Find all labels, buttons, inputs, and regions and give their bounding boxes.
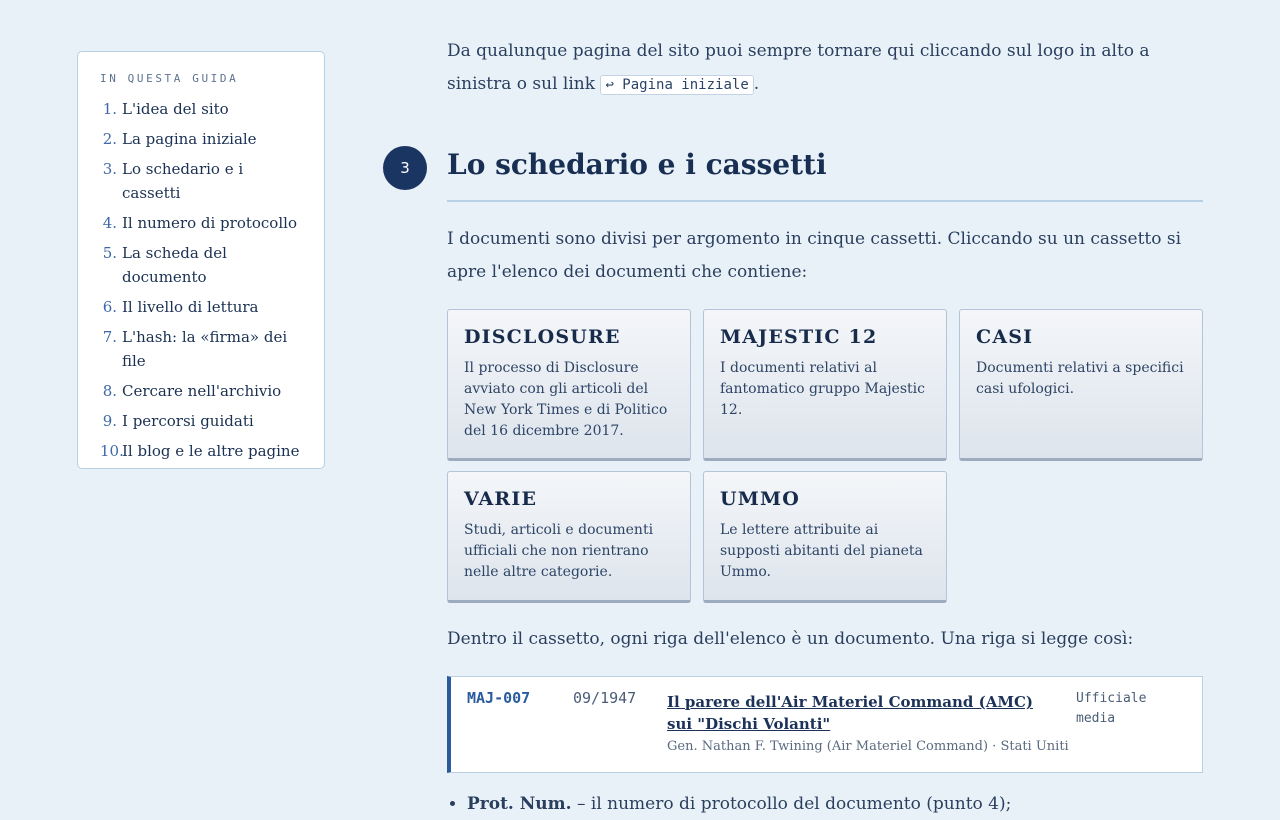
row-tag-line: Ufficiale [1076, 691, 1147, 706]
drawer-description: Il processo di Disclosure avviato con gli articoli del New York Times e di Politico del 16 dicembre 2017. [464, 360, 668, 439]
section-description: I documenti sono divisi per argomento in cinque cassetti. Cliccando su un cassetto si apre l'elenco dei documenti che contiene: [447, 229, 1182, 282]
bullet-term: Prot. Num. [467, 794, 572, 814]
drawer-disclosure[interactable] [447, 309, 691, 461]
toc-item-number: 5. [102, 244, 117, 262]
toc-item-4[interactable] [100, 211, 306, 235]
drawer-description: Le lettere attribuite ai supposti abitanti del pianeta Ummo. [720, 522, 923, 580]
toc-item-label: Lo schedario e i cassetti [122, 160, 244, 202]
drawer-description: I documenti relativi al fantomatico gruppo Majestic 12. [720, 360, 925, 418]
toc-item-label: L'idea del sito [122, 100, 229, 118]
toc-item-label: Il blog e le altre pagine [122, 442, 300, 460]
toc-item-number: 10. [100, 442, 124, 460]
drawer-description: Documenti relativi a specifici casi ufologici. [976, 360, 1184, 397]
toc-item-10[interactable] [100, 439, 306, 463]
toc-item-number: 1. [102, 100, 117, 118]
drawer-title: UMMO [720, 488, 800, 510]
table-of-contents [77, 51, 325, 469]
toc-item-label: Cercare nell'archivio [122, 382, 282, 400]
step-number-badge: 3 [383, 146, 427, 190]
intro-paragraph [447, 35, 1203, 102]
toc-list [100, 97, 306, 463]
toc-item-number: 3. [102, 160, 117, 178]
toc-item-label: La pagina iniziale [122, 130, 257, 148]
toc-item-2[interactable] [100, 127, 306, 151]
toc-item-3[interactable] [100, 157, 306, 205]
toc-item-6[interactable] [100, 295, 306, 319]
toc-item-number: 8. [102, 382, 117, 400]
toc-item-label: La scheda del documento [122, 244, 227, 286]
list-item [467, 792, 1011, 816]
drawer-casi[interactable] [959, 309, 1203, 461]
row-level-tag [1076, 689, 1176, 729]
drawer-title: DISCLOSURE [464, 326, 621, 348]
toc-heading: IN QUESTA GUIDA [100, 72, 239, 85]
toc-item-number: 6. [102, 298, 117, 316]
toc-item-label: L'hash: la «firma» dei file [122, 328, 288, 370]
drawer-title: CASI [976, 326, 1034, 348]
drawer-description: Studi, articoli e documenti ufficiali che non rientrano nelle altre categorie. [464, 522, 654, 580]
bullet-text: – il numero di protocollo del documento (punto 4); [571, 794, 1012, 814]
example-document-row [447, 676, 1203, 773]
row-tag-line: media [1076, 711, 1116, 726]
toc-item-1[interactable] [100, 97, 306, 121]
drawer-varie[interactable] [447, 471, 691, 603]
row-explanation-text: Dentro il cassetto, ogni riga dell'elenco è un documento. Una riga si legge così: [447, 629, 1134, 649]
drawer-title: VARIE [464, 488, 538, 510]
toc-item-label: Il livello di lettura [122, 298, 259, 316]
drawer-majestic-12[interactable] [703, 309, 947, 461]
intro-text: Da qualunque pagina del sito puoi sempre tornare qui cliccando sul logo in alto a sinistra o sul link [447, 41, 1150, 94]
toc-item-7[interactable] [100, 325, 306, 373]
toc-item-8[interactable] [100, 379, 306, 403]
toc-item-5[interactable] [100, 241, 306, 289]
home-link-code: ↩ Pagina iniziale [600, 75, 753, 95]
toc-item-number: 7. [102, 328, 117, 346]
toc-item-number: 2. [102, 130, 117, 148]
drawer-ummo[interactable] [703, 471, 947, 603]
toc-item-9[interactable] [100, 409, 306, 433]
toc-item-number: 9. [102, 412, 117, 430]
row-author-meta: Gen. Nathan F. Twining (Air Materiel Command) · Stati Uniti [667, 739, 1069, 754]
toc-item-number: 4. [102, 214, 117, 232]
drawer-title: MAJESTIC 12 [720, 326, 878, 348]
toc-item-label: Il numero di protocollo [122, 214, 297, 232]
row-date: 09/1947 [573, 689, 637, 707]
intro-text-end: . [753, 74, 760, 94]
row-protocol-number: MAJ-007 [467, 689, 531, 707]
section-title: Lo schedario e i cassetti [447, 148, 1203, 202]
field-explanation-list [447, 792, 1011, 816]
toc-item-label: I percorsi guidati [122, 412, 254, 430]
row-title-link[interactable]: Il parere dell'Air Materiel Command (AMC) sui "Dischi Volanti" [667, 693, 1033, 733]
